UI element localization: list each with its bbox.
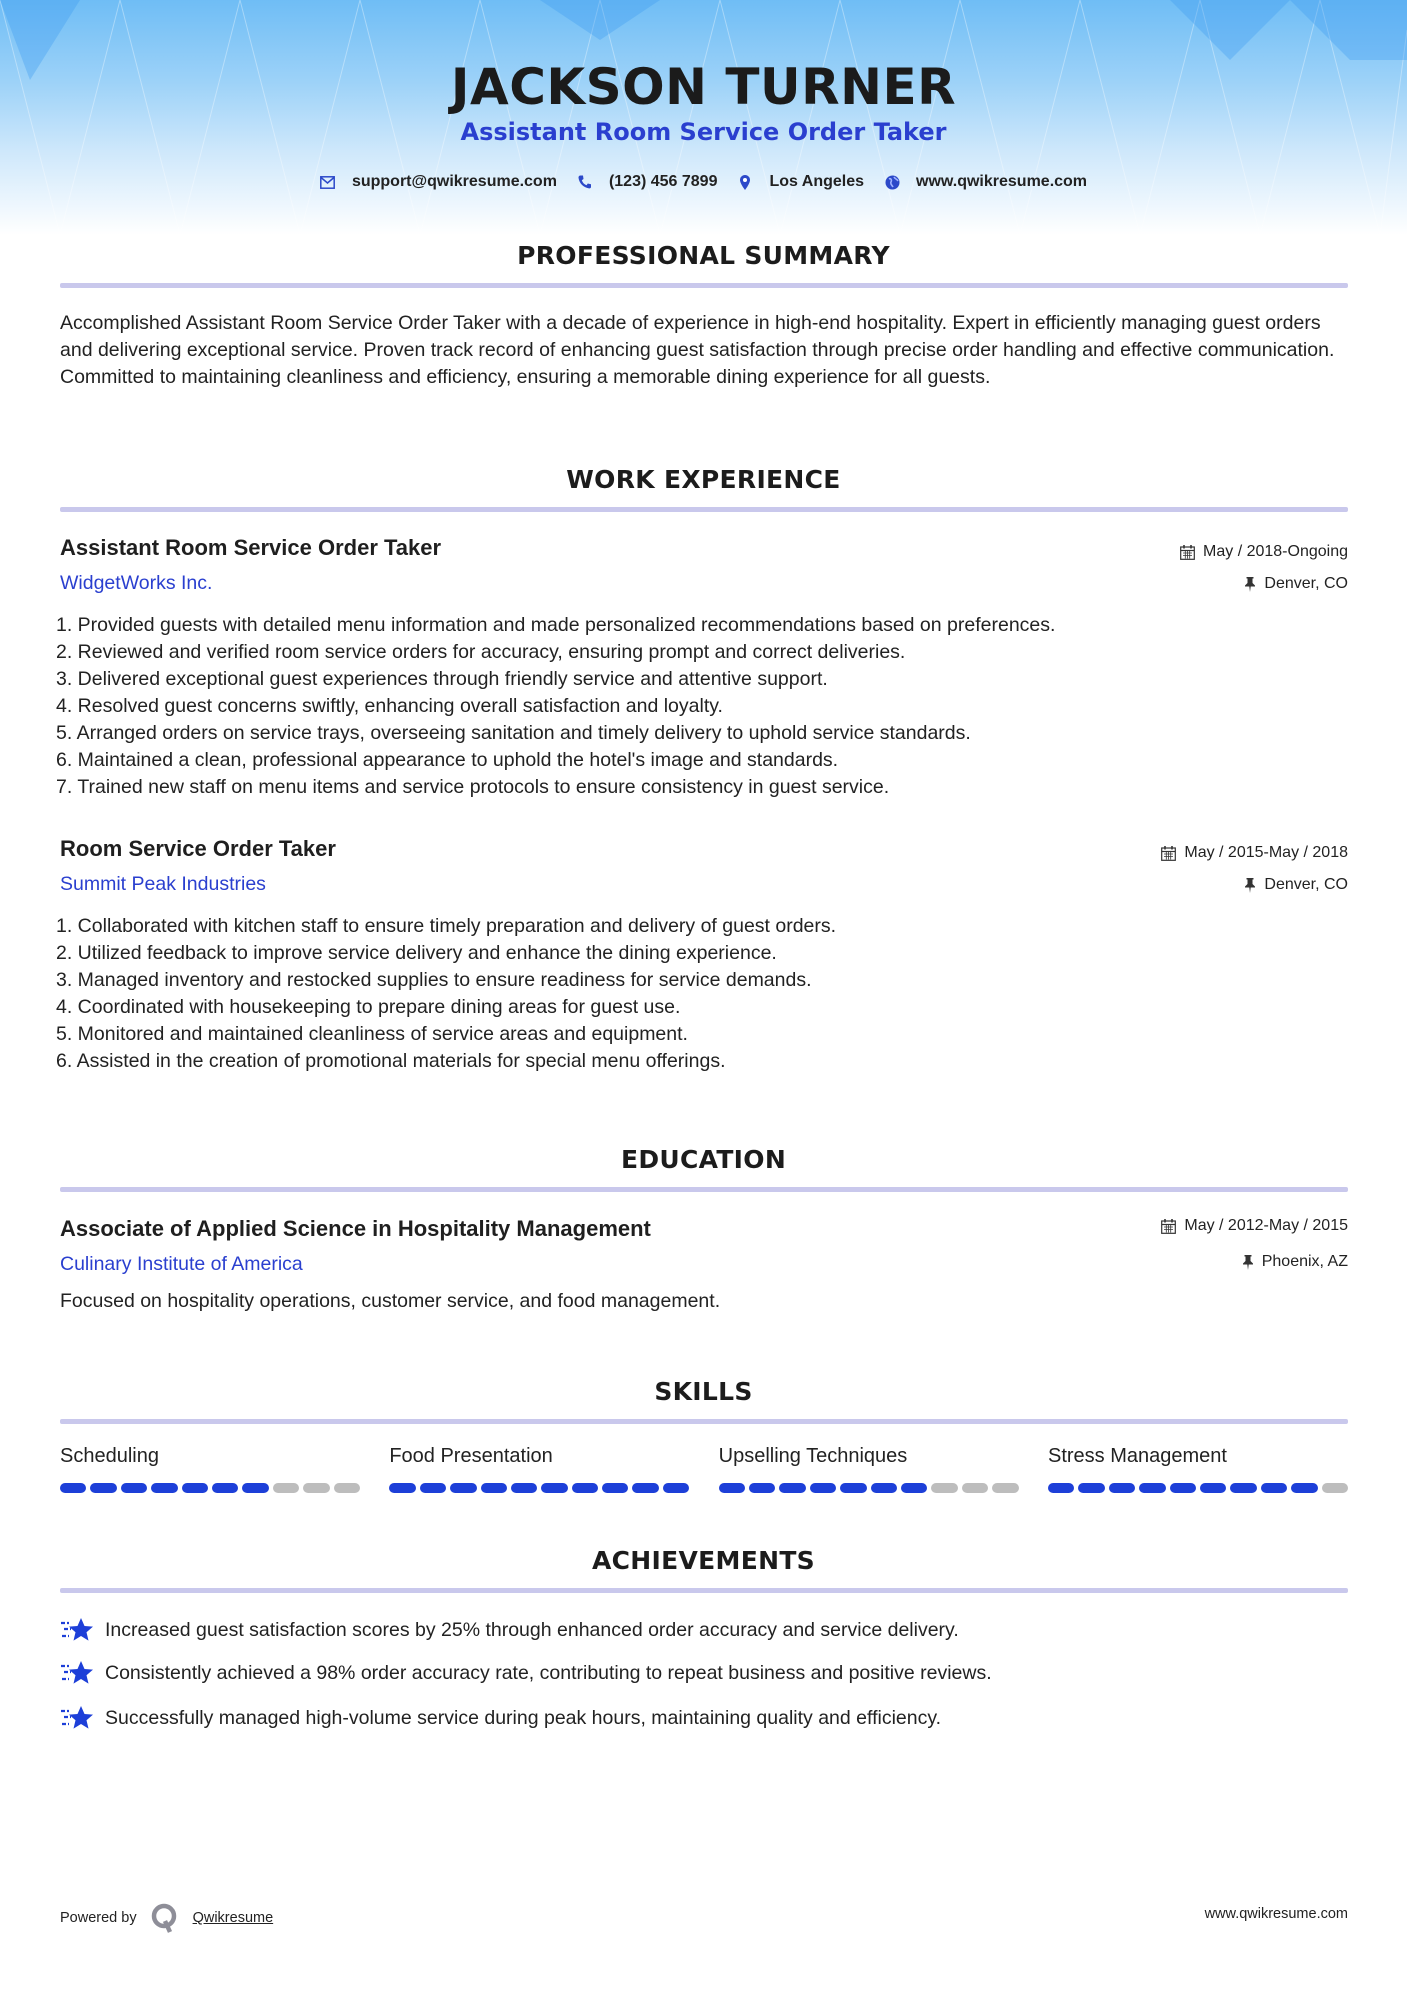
skill-segment-filled [1170, 1483, 1196, 1493]
skill-segment-filled [182, 1483, 208, 1493]
list-item: 6. Maintained a clean, professional appearance to uphold the hotel's image and standards. [56, 749, 839, 771]
skill-segment-filled [1261, 1483, 1287, 1493]
job-dates-text: May / 2018-Ongoing [1203, 543, 1348, 560]
job-location [1244, 575, 1348, 593]
list-item: 2. Utilized feedback to improve service delivery and enhance the dining experience. [56, 942, 777, 964]
pushpin-icon [1242, 1255, 1254, 1270]
contact-phone-text: (123) 456 7899 [608, 173, 718, 190]
skill-segment-filled [212, 1483, 238, 1493]
calendar-icon [1180, 545, 1195, 560]
globe-icon [884, 174, 900, 190]
skill-segment-filled [511, 1483, 537, 1493]
education-dates [1161, 1217, 1348, 1235]
shooting-star-icon [60, 1658, 94, 1688]
skill-segment-filled [572, 1483, 598, 1493]
skill-segment-filled [602, 1483, 628, 1493]
summary-text: Accomplished Assistant Room Service Order Taker with a decade of experience in high-end hospitality. Expert in efficiently managing guest orders and delivering exceptional service. Proven track record of enhancing guest satisfaction through precise order handling and effective communication. Committed to maintaining cleanliness and efficiency, ensuring a memorable dining experience for all guests. [60, 312, 1335, 388]
pushpin-icon [1244, 577, 1256, 592]
skill-segment-filled [450, 1483, 476, 1493]
skill-segment-filled [420, 1483, 446, 1493]
resume-header [0, 0, 1407, 235]
section-divider [60, 1419, 1348, 1424]
list-item: 1. Provided guests with detailed menu information and made personalized recommendations based on preferences. [56, 614, 1056, 636]
contact-website-text: www.qwikresume.com [916, 173, 1088, 190]
shooting-star-icon [60, 1703, 94, 1733]
job-company: WidgetWorks Inc. [60, 572, 213, 594]
job-title: Assistant Room Service Order Taker [60, 535, 442, 560]
pushpin-icon [1244, 878, 1256, 893]
list-item: 5. Arranged orders on service trays, overseeing sanitation and timely delivery to uphold service standards. [56, 722, 971, 744]
skill-segment-empty [1322, 1483, 1348, 1493]
contact-bar [0, 173, 1407, 191]
envelope-icon [320, 174, 336, 190]
skill-rating-bar [60, 1483, 360, 1493]
skill-segment-filled [719, 1483, 745, 1493]
section-divider [60, 1588, 1348, 1593]
achievement-item [60, 1703, 941, 1733]
list-item: 1. Collaborated with kitchen staff to ensure timely preparation and delivery of guest orders. [56, 915, 837, 937]
skill-name: Upselling Techniques [718, 1445, 908, 1467]
powered-by-label: Powered by [60, 1910, 137, 1926]
section-divider [60, 1187, 1348, 1192]
skill-segment-filled [541, 1483, 567, 1493]
footer-powered-by [60, 1903, 273, 1933]
skill-segment-empty [931, 1483, 957, 1493]
achievement-item [60, 1615, 959, 1645]
education-school: Culinary Institute of America [60, 1253, 303, 1275]
skill-segment-filled [242, 1483, 268, 1493]
list-item: 4. Resolved guest concerns swiftly, enhancing overall satisfaction and loyalty. [56, 695, 723, 717]
skill-segment-filled [389, 1483, 415, 1493]
education-description: Focused on hospitality operations, customer service, and food management. [60, 1290, 721, 1312]
skill-segment-filled [901, 1483, 927, 1493]
list-item: 3. Delivered exceptional guest experiences through friendly service and attentive support. [56, 668, 828, 690]
skill-segment-filled [151, 1483, 177, 1493]
list-item: 2. Reviewed and verified room service orders for accuracy, ensuring prompt and correct deliveries. [56, 641, 906, 663]
candidate-name: JACKSON TURNER [450, 58, 957, 116]
skill-segment-empty [303, 1483, 329, 1493]
skill-segment-empty [273, 1483, 299, 1493]
skill-item [1048, 1445, 1348, 1493]
job-company: Summit Peak Industries [60, 873, 266, 895]
section-title-summary: PROFESSIONAL SUMMARY [517, 241, 890, 270]
section-title-achievements: ACHIEVEMENTS [592, 1546, 815, 1575]
skill-segment-filled [779, 1483, 805, 1493]
contact-email-text: support@qwikresume.com [351, 173, 557, 190]
contact-location-text: Los Angeles [769, 173, 865, 190]
skill-segment-filled [871, 1483, 897, 1493]
achievement-item [60, 1658, 992, 1688]
achievement-text: Increased guest satisfaction scores by 25% through enhanced order accuracy and service delivery. [105, 1618, 959, 1641]
list-item: 3. Managed inventory and restocked supplies to ensure readiness for service demands. [56, 969, 812, 991]
candidate-role: Assistant Room Service Order Taker [460, 118, 947, 146]
skill-rating-bar [389, 1483, 689, 1493]
skill-item [719, 1445, 1019, 1493]
skill-segment-filled [1200, 1483, 1226, 1493]
job-dates [1161, 844, 1348, 862]
section-divider [60, 507, 1348, 512]
phone-icon [577, 174, 593, 190]
section-title-skills: SKILLS [654, 1377, 753, 1406]
skill-rating-bar [719, 1483, 1019, 1493]
shooting-star-icon [60, 1615, 94, 1645]
map-pin-icon [737, 174, 753, 190]
skill-segment-filled [121, 1483, 147, 1493]
job-dates-text: May / 2015-May / 2018 [1184, 844, 1348, 861]
education-degree: Associate of Applied Science in Hospitality Management [60, 1216, 651, 1241]
skill-segment-filled [60, 1483, 86, 1493]
qwikresume-link[interactable]: Qwikresume [192, 1910, 274, 1926]
skill-segment-filled [1291, 1483, 1317, 1493]
job-title: Room Service Order Taker [60, 836, 336, 861]
skill-segment-filled [1139, 1483, 1165, 1493]
job-dates [1180, 543, 1348, 561]
skill-name: Food Presentation [389, 1445, 553, 1467]
list-item: 5. Monitored and maintained cleanliness of service areas and equipment. [56, 1023, 688, 1045]
section-title-experience: WORK EXPERIENCE [566, 465, 841, 494]
skill-segment-filled [810, 1483, 836, 1493]
contact-email[interactable] [320, 173, 557, 191]
job-bullets [56, 913, 1346, 1075]
skill-segment-filled [1048, 1483, 1074, 1493]
skill-segment-filled [1230, 1483, 1256, 1493]
contact-website[interactable] [884, 173, 1087, 191]
section-divider [60, 283, 1348, 288]
skill-segment-empty [992, 1483, 1018, 1493]
skill-item [389, 1445, 689, 1493]
education-location-text: Phoenix, AZ [1261, 1253, 1348, 1270]
job-location-text: Denver, CO [1264, 876, 1348, 893]
skill-segment-filled [90, 1483, 116, 1493]
skill-segment-filled [663, 1483, 689, 1493]
qwikresume-logo-icon [151, 1903, 179, 1933]
list-item: 6. Assisted in the creation of promotional materials for special menu offerings. [56, 1050, 726, 1072]
list-item: 7. Trained new staff on menu items and service protocols to ensure consistency in guest service. [56, 776, 890, 798]
education-dates-text: May / 2012-May / 2015 [1184, 1217, 1348, 1234]
contact-location [737, 173, 864, 191]
skill-name: Scheduling [60, 1445, 159, 1467]
skill-segment-empty [962, 1483, 988, 1493]
skill-rating-bar [1048, 1483, 1348, 1493]
skill-segment-empty [334, 1483, 360, 1493]
calendar-icon [1161, 846, 1176, 861]
skill-name: Stress Management [1047, 1445, 1227, 1467]
skill-item [60, 1445, 360, 1493]
section-title-education: EDUCATION [620, 1145, 787, 1174]
skill-segment-filled [481, 1483, 507, 1493]
education-location [1242, 1253, 1348, 1271]
achievement-text: Successfully managed high-volume service during peak hours, maintaining quality and efficiency. [105, 1706, 942, 1729]
skill-segment-filled [1078, 1483, 1104, 1493]
skill-segment-filled [1109, 1483, 1135, 1493]
job-location [1244, 876, 1348, 894]
achievement-text: Consistently achieved a 98% order accuracy rate, contributing to repeat business and positive reviews. [105, 1661, 992, 1684]
calendar-icon [1161, 1219, 1176, 1234]
footer-website[interactable]: www.qwikresume.com [1204, 1906, 1348, 1922]
skill-segment-filled [632, 1483, 658, 1493]
job-location-text: Denver, CO [1264, 575, 1348, 592]
job-bullets [56, 612, 1346, 801]
contact-phone[interactable] [577, 173, 718, 191]
skills-grid [60, 1445, 1348, 1493]
list-item: 4. Coordinated with housekeeping to prepare dining areas for guest use. [56, 996, 681, 1018]
skill-segment-filled [749, 1483, 775, 1493]
skill-segment-filled [840, 1483, 866, 1493]
